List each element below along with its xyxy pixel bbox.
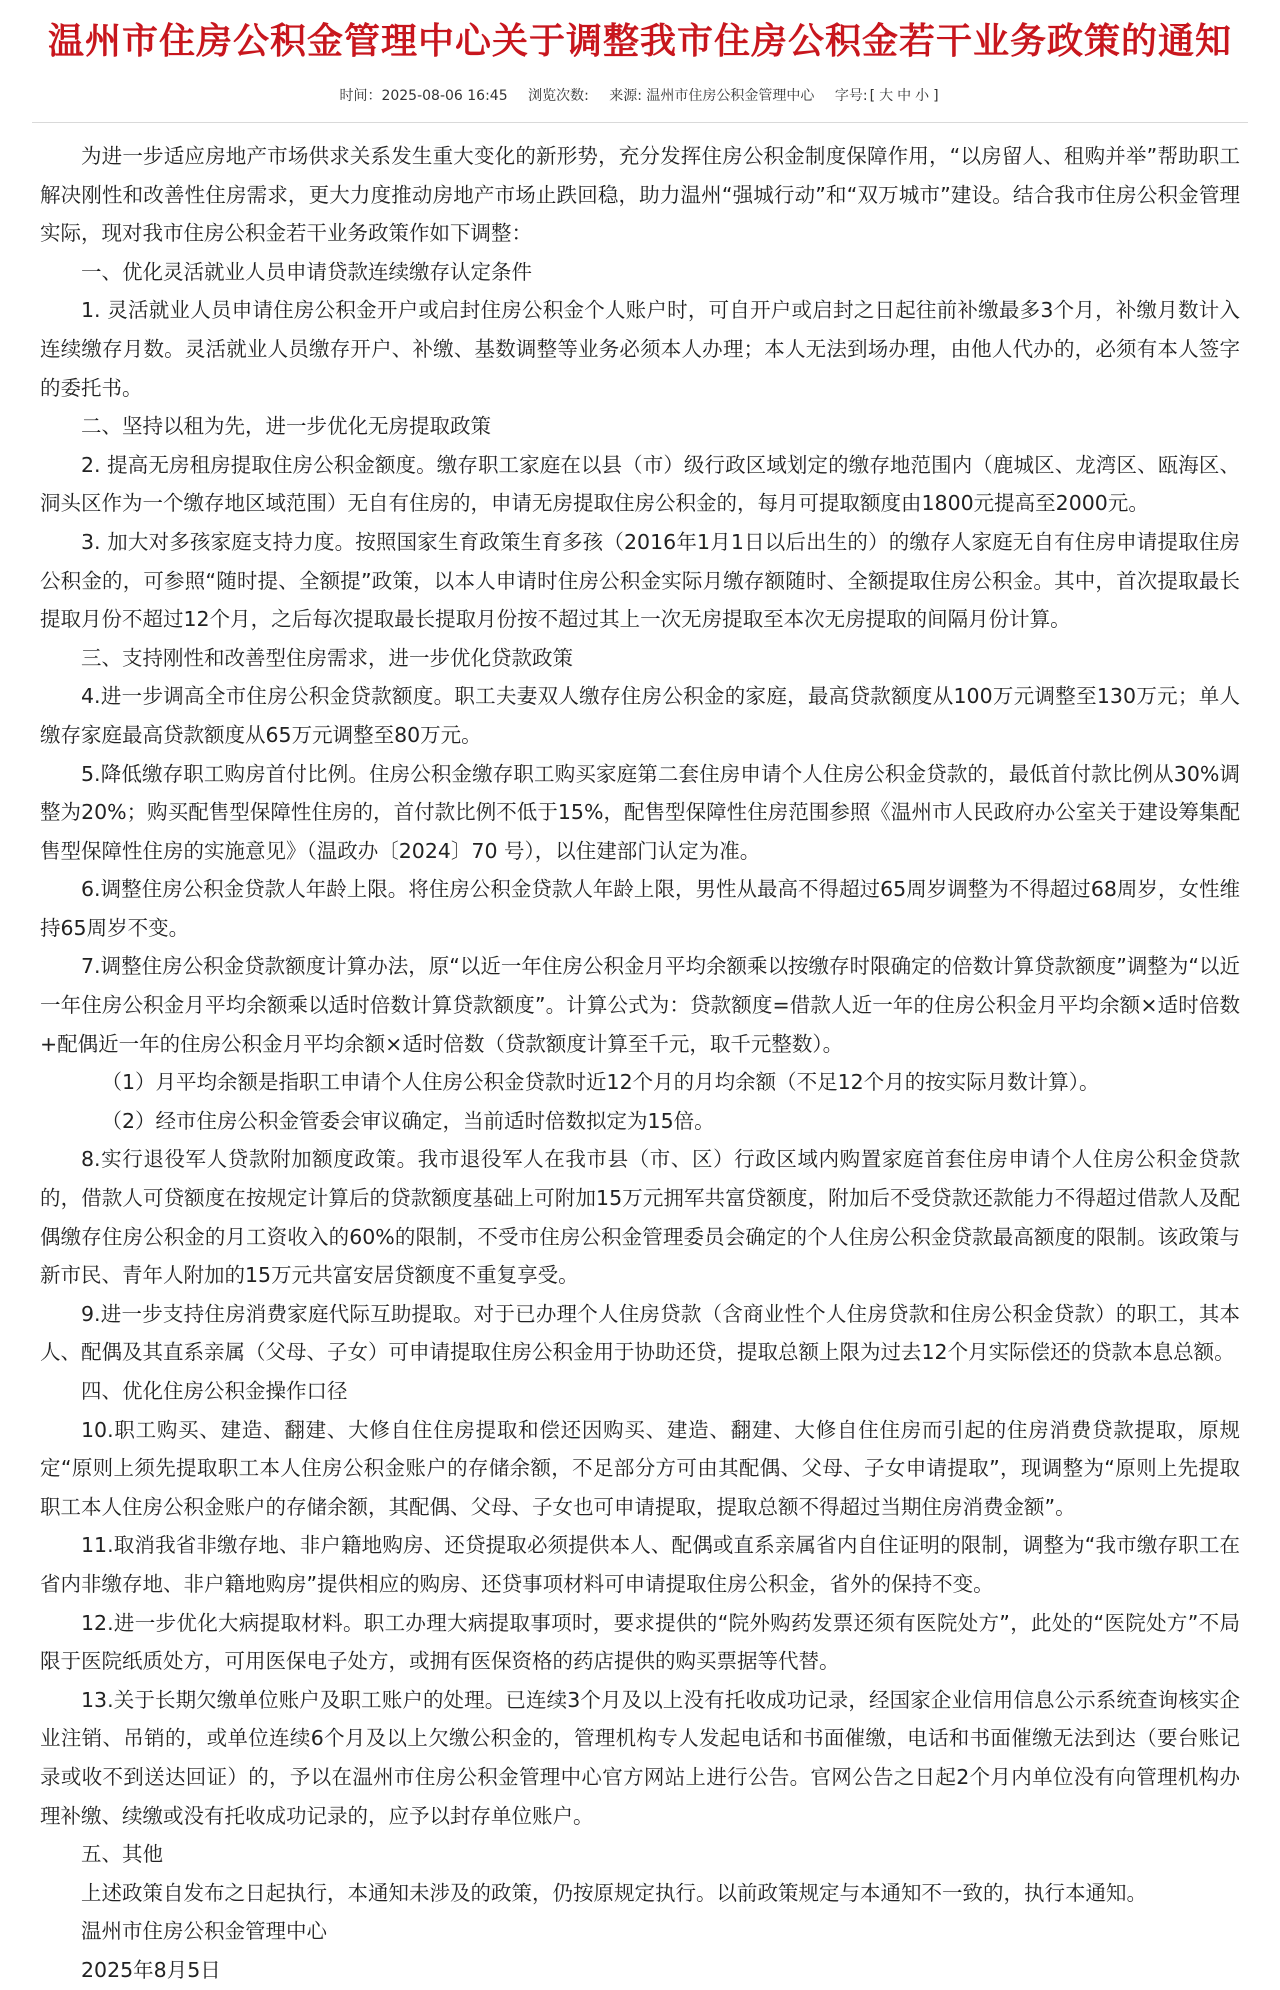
paragraph-item-13: 13.关于长期欠缴单位账户及职工账户的处理。已连续3个月及以上没有托收成功记录，经国家企业信用信息公示系统查询核实企业注销、吊销的，或单位连续6个月及以上欠缴公积金的，管理机构专人发起电话和书面催缴，电话和书面催缴无法到达（要台账记录或收不到送达回证）的，予以在温州市住房公积金管理中心官方网站上进行公告。官网公告之日起2个月内单位没有向管理机构办理补缴、续缴或没有托收成功记录的，应予以封存单位账户。 [40,1687,1240,1828]
paragraph-item-7: 7.调整住房公积金贷款额度计算办法，原“以近一年住房公积金月平均余额乘以按缴存时限确定的倍数计算贷款额度”调整为“以近一年住房公积金月平均余额乘以适时倍数计算贷款额度”。计算公式为：贷款额度=借款人近一年的住房公积金月平均余额×适时倍数+配偶近一年的住房公积金月平均余额×适时倍数（贷款额度计算至千元，取千元整数）。 [40,954,1240,1056]
section-heading-5: 五、其他 [81,1842,163,1867]
font-size-medium-link[interactable]: 中 [897,88,912,104]
source-value: 温州市住房公积金管理中心 [646,88,815,104]
size-label: 字号: [834,88,868,104]
paragraph-item-2: 2. 提高无房租房提取住房公积金额度。缴存职工家庭在以县（市）级行政区域划定的缴存地范围内（鹿城区、龙湾区、瓯海区、洞头区作为一个缴存地区域范围）无自有住房的，申请无房提取住房公积金的，每月可提取额度由1800元提高至2000元。 [40,452,1240,516]
paragraph-item-5: 5.降低缴存职工购房首付比例。住房公积金缴存职工购买家庭第二套住房申请个人住房公积金贷款的，最低首付款比例从30%调整为20%；购买配售型保障性住房的，首付款比例不低于15%，配售型保障性住房范围参照《温州市人民政府办公室关于建设筹集配售型保障性住房的实施意见》（温政办〔2024〕70 号），以住建部门认定为准。 [40,761,1240,863]
paragraph-item-3: 3. 加大对多孩家庭支持力度。按照国家生育政策生育多孩（2016年1月1日以后出生的）的缴存人家庭无自有住房申请提取住房公积金的，可参照“随时提、全额提”政策，以本人申请时住房公积金实际月缴存额随时、全额提取住房公积金。其中，首次提取最长提取月份不超过12个月，之后每次提取最长提取月份按不超过其上一次无房提取至本次无房提取的间隔月份计算。 [40,529,1240,632]
signature-date: 2025年8月5日 [81,1957,221,1982]
source-label: 来源: [609,88,642,104]
article-body [32,137,1248,1990]
paragraph-item-4: 4.进一步调高全市住房公积金贷款额度。职工夫妻双人缴存住房公积金的家庭，最高贷款额度从100万元调整至130万元；单人缴存家庭最高贷款额度从65万元调整至80万元。 [40,684,1240,747]
header-divider [32,122,1248,123]
paragraph-item-8: 8.实行退役军人贷款附加额度政策。我市退役军人在我市县（市、区）行政区域内购置家庭首套住房申请个人住房公积金贷款的，借款人可贷额度在按规定计算后的贷款额度基础上可附加15万元拥军共富贷额度，附加后不受贷款还款能力不得超过借款人及配偶缴存住房公积金的月工资收入的60%的限制，不受市住房公积金管理委员会确定的个人住房公积金贷款最高额度的限制。该政策与新市民、青年人附加的15万元共富安居贷额度不重复享受。 [40,1147,1240,1288]
article-title: 温州市住房公积金管理中心关于调整我市住房公积金若干业务政策的通知 [47,21,1232,62]
section-heading-3: 三、支持刚性和改善型住房需求，进一步优化贷款政策 [81,645,573,670]
views-label: 浏览次数: [528,88,589,104]
paragraph-sub-item-2: （2）经市住房公积金管委会审议确定，当前适时倍数拟定为15倍。 [101,1108,715,1133]
size-open-bracket: [ [869,88,876,104]
font-size-small-link[interactable]: 小 [915,88,930,104]
signature-organization: 温州市住房公积金管理中心 [81,1919,327,1944]
paragraph-item-6: 6.调整住房公积金贷款人年龄上限。将住房公积金贷款人年龄上限，男性从最高不得超过65周岁调整为不得超过68周岁，女性维持65周岁不变。 [40,877,1240,940]
paragraph-item-11: 11.取消我省非缴存地、非户籍地购房、还贷提取必须提供本人、配偶或直系亲属省内自住证明的限制，调整为“我市缴存职工在省内非缴存地、非户籍地购房”提供相应的购房、还贷事项材料可申请提取住房公积金，省外的保持不变。 [40,1533,1240,1596]
section-heading-2: 二、坚持以租为先，进一步优化无房提取政策 [81,414,491,439]
font-size-large-link[interactable]: 大 [879,88,894,104]
publish-time [339,88,507,104]
font-size-switch [835,88,941,104]
paragraph-intro: 为进一步适应房地产市场供求关系发生重大变化的新形势，充分发挥住房公积金制度保障作用，“以房留人、租购并举”帮助职工解决刚性和改善性住房需求，更大力度推动房地产市场止跌回稳，助力温州“强城行动”和“双万城市”建设。结合我市住房公积金管理实际，现对我市住房公积金若干业务政策作如下调整： [40,144,1240,246]
section-heading-4: 四、优化住房公积金操作口径 [81,1379,348,1403]
view-count [528,88,589,104]
paragraph-item-9: 9.进一步支持住房消费家庭代际互助提取。对于已办理个人住房贷款（含商业性个人住房贷款和住房公积金贷款）的职工，其本人、配偶及其直系亲属（父母、子女）可申请提取住房公积金用于协助还贷，提取总额上限为过去12个月实际偿还的贷款本息总额。 [40,1301,1240,1365]
time-label: 时间： [339,88,382,104]
paragraph-item-1: 1. 灵活就业人员申请住房公积金开户或启封住房公积金个人账户时，可自开户或启封之日起往前补缴最多3个月，补缴月数计入连续缴存月数。灵活就业人员缴存开户、补缴、基数调整等业务必须本人办理；本人无法到场办理，由他人代办的，必须有本人签字的委托书。 [40,298,1240,400]
section-heading-1: 一、优化灵活就业人员申请贷款连续缴存认定条件 [81,259,532,284]
time-value: 2025-08-06 16:45 [381,88,508,104]
paragraph-item-10: 10.职工购买、建造、翻建、大修自住住房提取和偿还因购买、建造、翻建、大修自住住房而引起的住房消费贷款提取，原规定“原则上须先提取职工本人住房公积金账户的存储余额，不足部分方可由其配偶、父母、子女申请提取”，现调整为“原则上先提取职工本人住房公积金账户的存储余额，其配偶、父母、子女也可申请提取，提取总额不得超过当期住房消费金额”。 [40,1417,1240,1519]
paragraph-sub-item-1: （1）月平均余额是指职工申请个人住房公积金贷款时近12个月的月均余额（不足12个月的按实际月数计算）。 [101,1070,1100,1095]
paragraph-closing: 上述政策自发布之日起执行，本通知未涉及的政策，仍按原规定执行。以前政策规定与本通知不一致的，执行本通知。 [81,1880,1147,1905]
article-meta [32,86,1248,106]
article-source [609,88,814,104]
size-close-bracket: ] [933,88,939,104]
paragraph-item-12: 12.进一步优化大病提取材料。职工办理大病提取事项时，要求提供的“院外购药发票还须有医院处方”，此处的“医院处方”不局限于医院纸质处方，可用医保电子处方，或拥有医保资格的药店提供的购买票据等代替。 [40,1610,1240,1674]
